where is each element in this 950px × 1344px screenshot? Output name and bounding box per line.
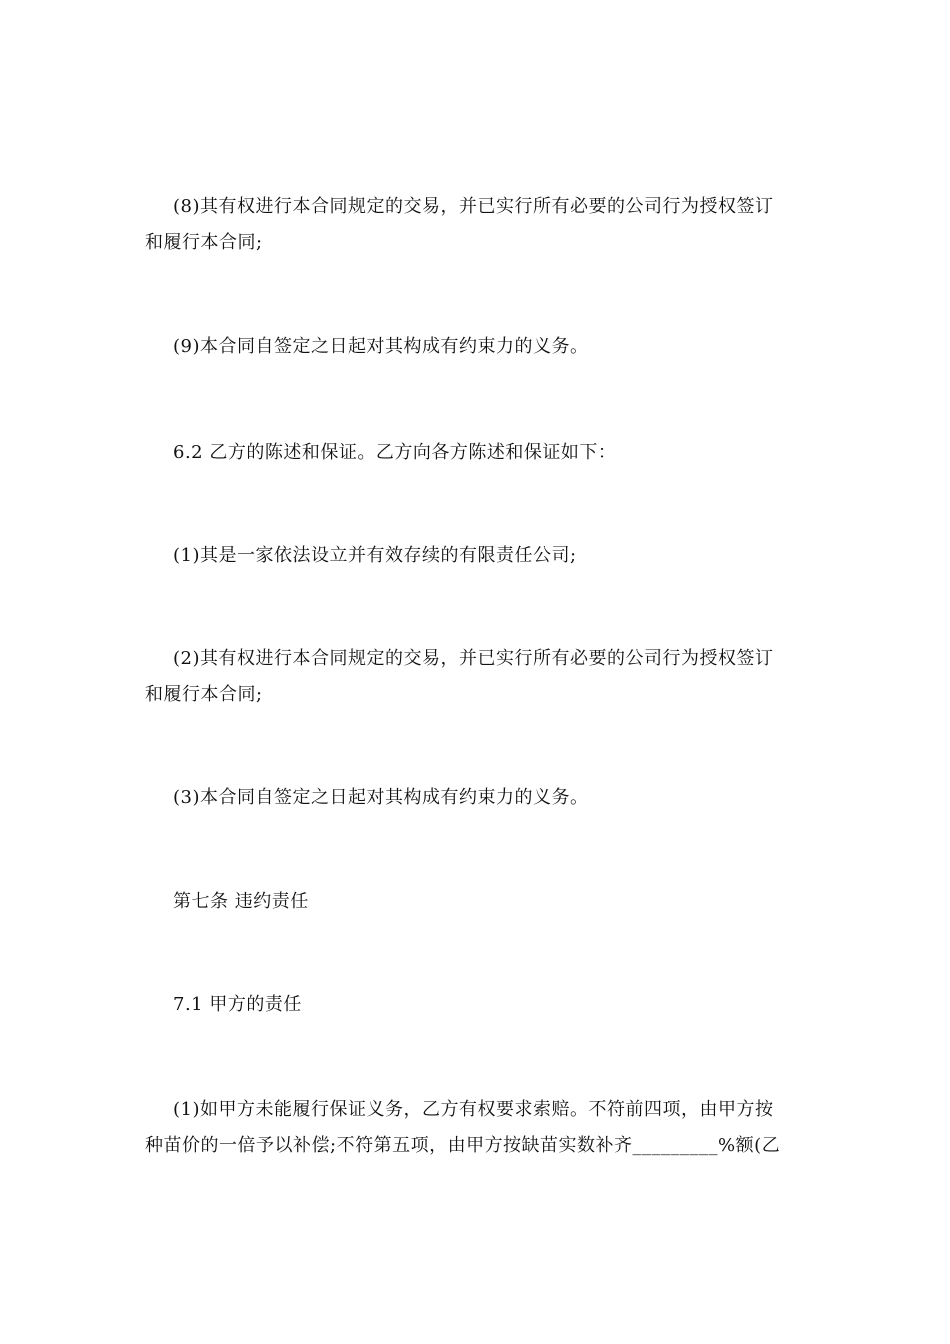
paragraph-line: (3)本合同自签定之日起对其构成有约束力的义务。 — [173, 787, 589, 808]
paragraph-6-2-item-2 — [145, 641, 805, 713]
paragraph-line: 6.2 乙方的陈述和保证。乙方向各方陈述和保证如下： — [173, 442, 617, 463]
paragraph-6-1-item-9 — [145, 329, 805, 365]
paragraph-line: 和履行本合同; — [145, 684, 263, 705]
paragraph-line: (2)其有权进行本合同规定的交易，并已实行所有必要的公司行为授权签订 — [173, 648, 774, 669]
paragraph-line: 7.1 甲方的责任 — [173, 994, 302, 1015]
paragraph-line: 和履行本合同; — [145, 232, 263, 253]
paragraph-line: (1)其是一家依法设立并有效存续的有限责任公司; — [173, 545, 577, 566]
paragraph-line: 第七条 违约责任 — [173, 891, 309, 912]
paragraph-line: (1)如甲方未能履行保证义务，乙方有权要求索赔。不符前四项，由甲方按 — [173, 1099, 774, 1120]
paragraph-6-2-item-3 — [145, 780, 805, 816]
section-7-1-heading — [145, 987, 805, 1023]
paragraph-6-1-item-8 — [145, 189, 805, 261]
article-7-heading — [145, 884, 805, 920]
paragraph-line: (9)本合同自签定之日起对其构成有约束力的义务。 — [173, 336, 589, 357]
paragraph-7-1-item-1 — [145, 1092, 805, 1164]
paragraph-line: 种苗价的一倍予以补偿;不符第五项，由甲方按缺苗实数补齐_________%额(乙 — [145, 1135, 781, 1156]
section-6-2-heading — [145, 435, 805, 471]
paragraph-6-2-item-1 — [145, 538, 805, 574]
paragraph-line: (8)其有权进行本合同规定的交易，并已实行所有必要的公司行为授权签订 — [173, 196, 774, 217]
